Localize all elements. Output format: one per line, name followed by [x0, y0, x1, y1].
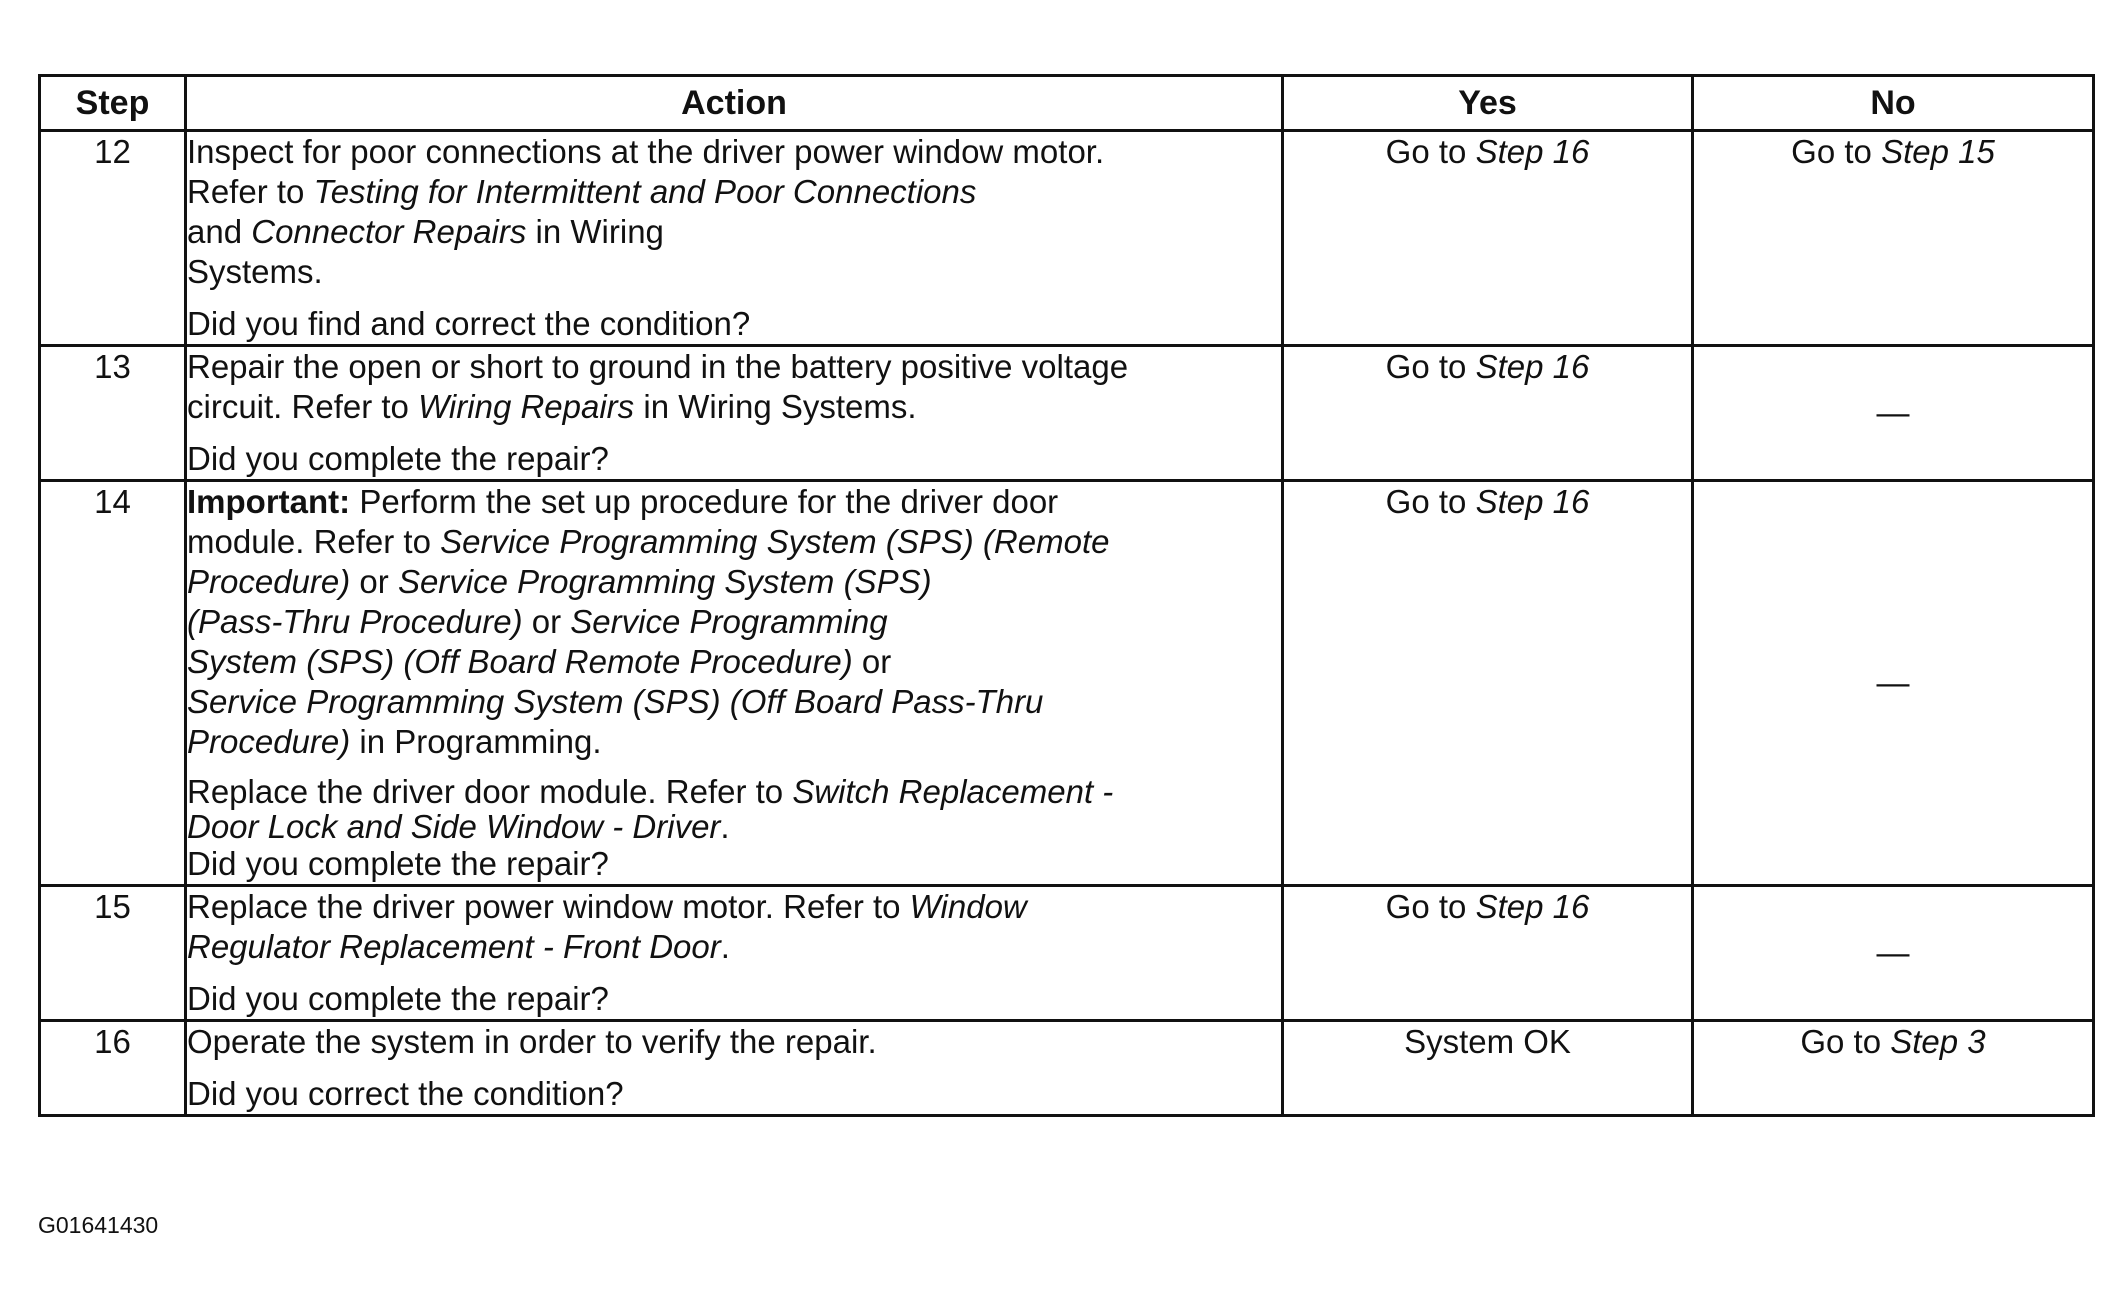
text-run: circuit. Refer to — [187, 388, 419, 425]
text-run: Did you correct the condition? — [187, 1075, 624, 1112]
diagnostic-table — [38, 74, 2095, 1117]
header-yes: Yes — [1283, 76, 1693, 131]
action-cell — [186, 131, 1283, 346]
action-paragraph — [187, 482, 1281, 762]
text-run: Replace the driver door module. Refer to — [187, 773, 793, 810]
text-run: and — [187, 213, 252, 250]
reference-link-text: (Pass-Thru Procedure) — [187, 603, 523, 640]
text-run: Go to — [1385, 133, 1476, 170]
reference-link-text: System (SPS) (Off Board Remote Procedure) — [187, 643, 853, 680]
text-run: Go to — [1800, 1023, 1891, 1060]
reference-link-text: Regulator Replacement - Front Door — [187, 928, 721, 965]
figure-id: G01641430 — [38, 1212, 159, 1238]
yes-result — [1283, 481, 1693, 886]
table-row — [40, 481, 2094, 886]
text-run: Did you find and correct the condition? — [187, 305, 751, 342]
table-row — [40, 886, 2094, 1021]
action-question — [187, 844, 1281, 884]
text-run: Did you complete the repair? — [187, 845, 609, 882]
reference-link-text: Wiring Repairs — [418, 388, 635, 425]
text-run: Go to — [1385, 483, 1476, 520]
text-run: in Wiring Systems. — [634, 388, 917, 425]
header-no: No — [1693, 76, 2094, 131]
action-cell — [186, 346, 1283, 481]
reference-link-text: Window — [909, 888, 1027, 925]
text-run: Replace the driver power window motor. Refer to — [187, 888, 910, 925]
text-run: Refer to — [187, 173, 314, 210]
text-run: Go to — [1385, 348, 1476, 385]
reference-link-text: Testing for Intermittent and Poor Connections — [313, 173, 977, 210]
text-run: Did you complete the repair? — [187, 440, 609, 477]
yes-result — [1283, 131, 1693, 346]
text-run: Perform the set up procedure for the driver door — [350, 483, 1059, 520]
reference-link-text: Step 16 — [1475, 483, 1590, 520]
text-run: or — [522, 603, 571, 640]
text-run: Go to — [1791, 133, 1882, 170]
no-result — [1693, 131, 2094, 346]
text-run: or — [350, 563, 398, 600]
yes-result — [1283, 1021, 1693, 1116]
text-run: . — [720, 928, 730, 965]
text-run: Inspect for poor connections at the driver power window motor. — [187, 133, 1105, 170]
yes-result — [1283, 886, 1693, 1021]
step-number: 12 — [40, 131, 186, 346]
table-body — [40, 131, 2094, 1116]
action-question — [187, 979, 1281, 1019]
yes-result — [1283, 346, 1693, 481]
text-run: module. Refer to — [187, 523, 441, 560]
header-action: Action — [186, 76, 1283, 131]
text-run: in Wiring — [526, 213, 664, 250]
action-cell — [186, 886, 1283, 1021]
action-paragraph — [187, 887, 1281, 967]
reference-link-text: Step 15 — [1881, 133, 1995, 170]
action-paragraph — [187, 347, 1281, 427]
step-number: 16 — [40, 1021, 186, 1116]
no-result: — — [1693, 886, 2094, 1021]
step-number: 13 — [40, 346, 186, 481]
text-run: or — [852, 643, 892, 680]
reference-link-text: Service Programming System (SPS) — [397, 563, 932, 600]
text-run: Did you complete the repair? — [187, 980, 609, 1017]
no-result — [1693, 1021, 2094, 1116]
action-paragraph — [187, 132, 1281, 292]
reference-link-text: Door Lock and Side Window - Driver — [187, 808, 721, 845]
text-run: System OK — [1404, 1023, 1571, 1060]
table-row — [40, 131, 2094, 346]
diagnostic-table-container — [38, 74, 2095, 1117]
reference-link-text: Service Programming — [570, 603, 888, 640]
reference-link-text: Connector Repairs — [251, 213, 527, 250]
text-run: Systems. — [187, 253, 323, 290]
reference-link-text: Switch Replacement - — [792, 773, 1114, 810]
no-result: — — [1693, 481, 2094, 886]
no-result: — — [1693, 346, 2094, 481]
action-paragraph — [187, 774, 1281, 844]
reference-link-text: Service Programming System (SPS) (Off Board Pass-Thru — [187, 683, 1044, 720]
text-run: . — [720, 808, 730, 845]
table-row — [40, 1021, 2094, 1116]
text-run: Repair the open or short to ground in the battery positive voltage — [187, 348, 1129, 385]
action-question — [187, 1074, 1281, 1114]
header-step: Step — [40, 76, 186, 131]
table-row — [40, 346, 2094, 481]
reference-link-text: Step 3 — [1890, 1023, 1986, 1060]
reference-link-text: Service Programming System (SPS) (Remote — [440, 523, 1110, 560]
step-number: 15 — [40, 886, 186, 1021]
reference-link-text: Step 16 — [1475, 133, 1590, 170]
text-run: in Programming. — [350, 723, 602, 760]
text-run: Go to — [1385, 888, 1476, 925]
reference-link-text: Step 16 — [1475, 348, 1590, 385]
action-paragraph — [187, 1022, 1281, 1062]
action-question — [187, 304, 1281, 344]
step-number: 14 — [40, 481, 186, 886]
reference-link-text: Procedure) — [187, 563, 351, 600]
action-cell — [186, 1021, 1283, 1116]
action-question — [187, 439, 1281, 479]
header-row — [40, 76, 2094, 131]
important-label: Important: — [187, 483, 351, 520]
reference-link-text: Procedure) — [187, 723, 351, 760]
reference-link-text: Step 16 — [1475, 888, 1590, 925]
text-run: Operate the system in order to verify the repair. — [187, 1023, 877, 1060]
action-cell — [186, 481, 1283, 886]
